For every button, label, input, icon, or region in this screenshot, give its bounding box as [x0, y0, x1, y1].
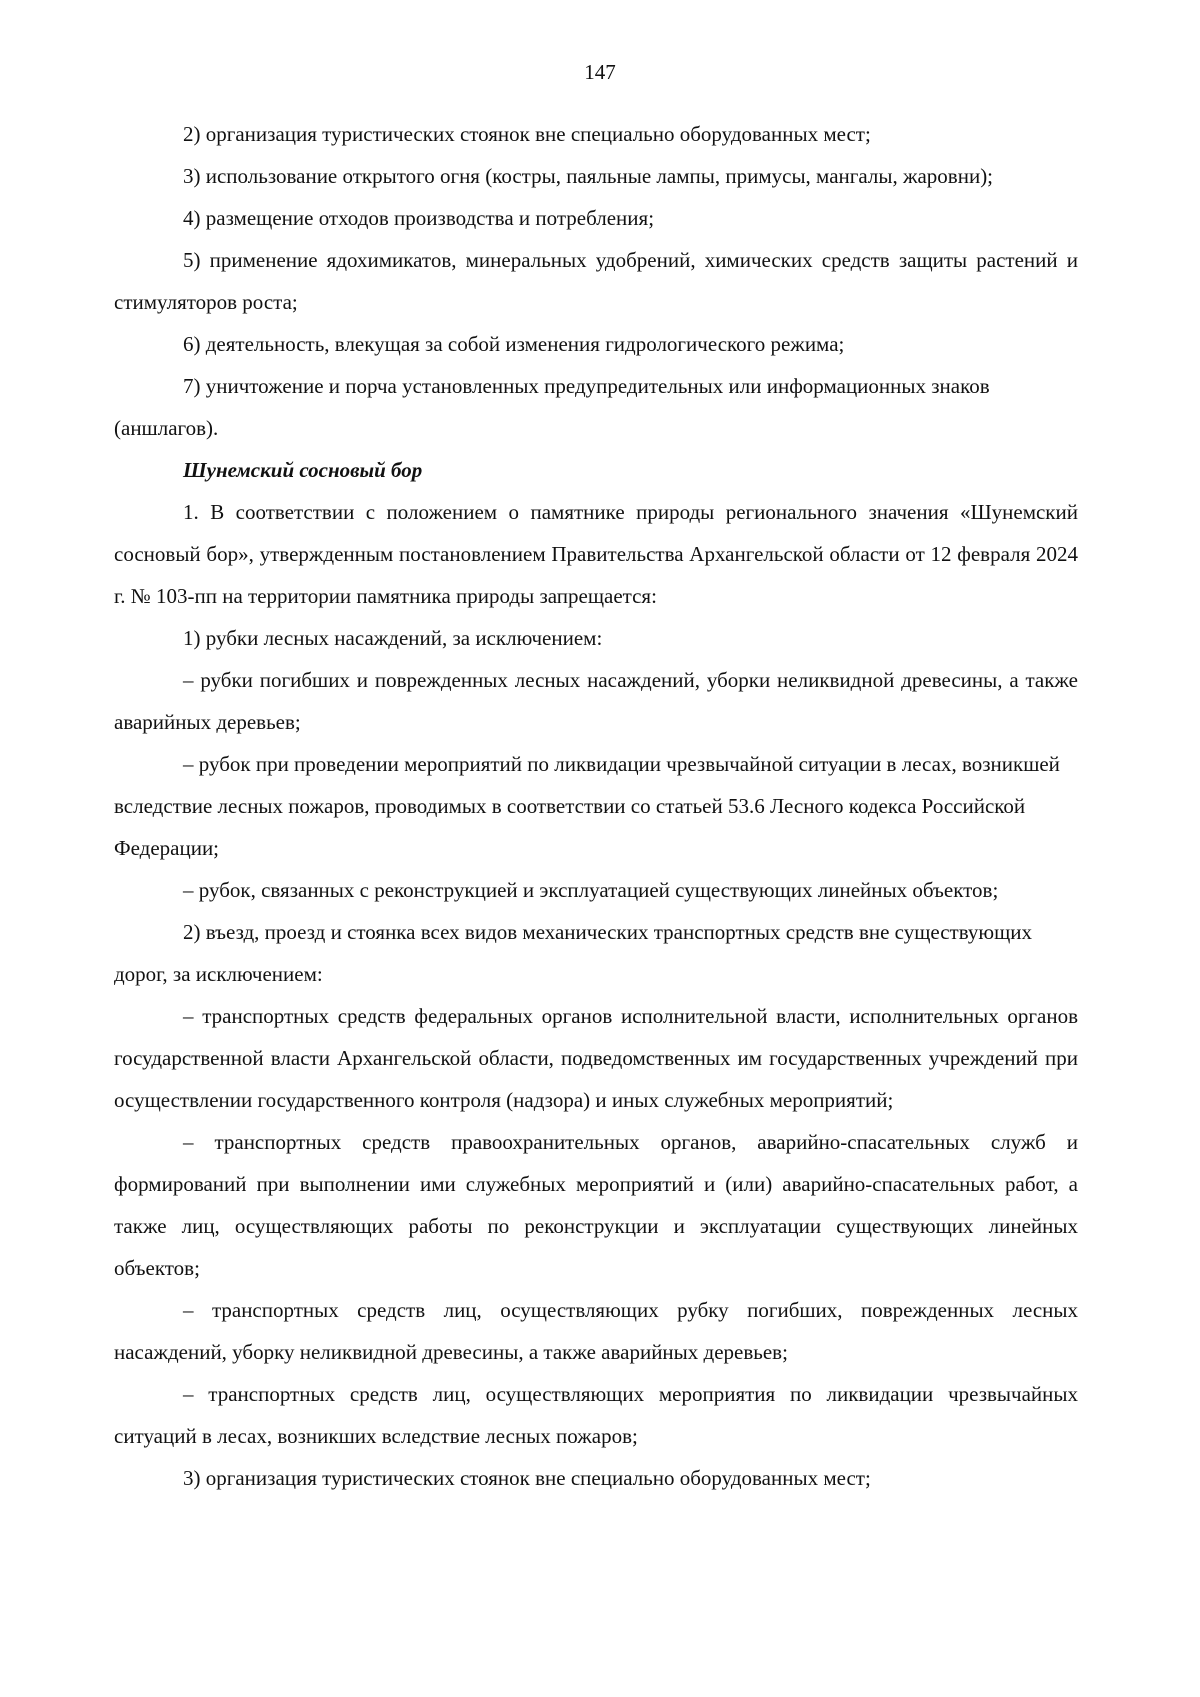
list-item-7-signs: 7) уничтожение и порча установленных предупредительных или информационных знаков (аншлагов).: [114, 374, 990, 440]
exception-item-government-vehicles: – транспортных средств федеральных органов исполнительной власти, исполнительных органов государственной власти Архангельской области, подведомственных им государственных учреждений при осуществлении государственного контроля (надзора) и иных служебных мероприятий;: [114, 1004, 1078, 1112]
list-item-2-tourist-camps: 2) организация туристических стоянок вне специально оборудованных мест;: [183, 122, 871, 146]
list-item-4-waste: 4) размещение отходов производства и потребления;: [183, 206, 655, 230]
exception-item-emergency-logging: – рубок при проведении мероприятий по ликвидации чрезвычайной ситуации в лесах, возникшей вследствие лесных пожаров, проводимых в соответствии со статьей 53.6 Лесного кодекса Российской Федерации;: [114, 752, 1060, 860]
exception-item-logging-vehicles: – транспортных средств лиц, осуществляющих рубку погибших, поврежденных лесных насаждений, уборку неликвидной древесины, а также аварийных деревьев;: [114, 1298, 1078, 1364]
exception-item-law-enforcement-vehicles: – транспортных средств правоохранительных органов, аварийно-спасательных служб и формирований при выполнении ими служебных мероприятий и (или) аварийно-спасательных работ, а также лиц, осуществляющих работы по реконструкции и эксплуатации существующих линейных объектов;: [114, 1130, 1078, 1280]
section-heading: Шунемский сосновый бор: [183, 458, 423, 482]
list-item-1-logging: 1) рубки лесных насаждений, за исключением:: [183, 626, 603, 650]
document-body: [114, 113, 1078, 1499]
section-intro-paragraph: 1. В соответствии с положением о памятнике природы регионального значения «Шунемский сосновый бор», утвержденным постановлением Правительства Архангельской области от 12 февраля 2024 г. № 103-пп на территории памятника природы запрещается:: [114, 500, 1078, 608]
list-item-3-tourist-camps: 3) организация туристических стоянок вне специально оборудованных мест;: [183, 1466, 871, 1490]
list-item-2-vehicles: 2) въезд, проезд и стоянка всех видов механических транспортных средств вне существующих дорог, за исключением:: [114, 920, 1033, 986]
exception-item-fire-emergency-vehicles: – транспортных средств лиц, осуществляющих мероприятия по ликвидации чрезвычайных ситуаций в лесах, возникших вследствие лесных пожаров;: [114, 1382, 1078, 1448]
list-item-6-hydrology: 6) деятельность, влекущая за собой изменения гидрологического режима;: [183, 332, 845, 356]
exception-item-dead-trees: – рубки погибших и поврежденных лесных насаждений, уборки неликвидной древесины, а также аварийных деревьев;: [114, 668, 1078, 734]
page-number: 147: [584, 60, 616, 84]
exception-item-linear-objects: – рубок, связанных с реконструкцией и эксплуатацией существующих линейных объектов;: [183, 878, 999, 902]
list-item-5-chemicals: 5) применение ядохимикатов, минеральных удобрений, химических средств защиты растений и стимуляторов роста;: [114, 248, 1078, 314]
list-item-3-open-fire: 3) использование открытого огня (костры, паяльные лампы, примусы, мангалы, жаровни);: [183, 164, 994, 188]
